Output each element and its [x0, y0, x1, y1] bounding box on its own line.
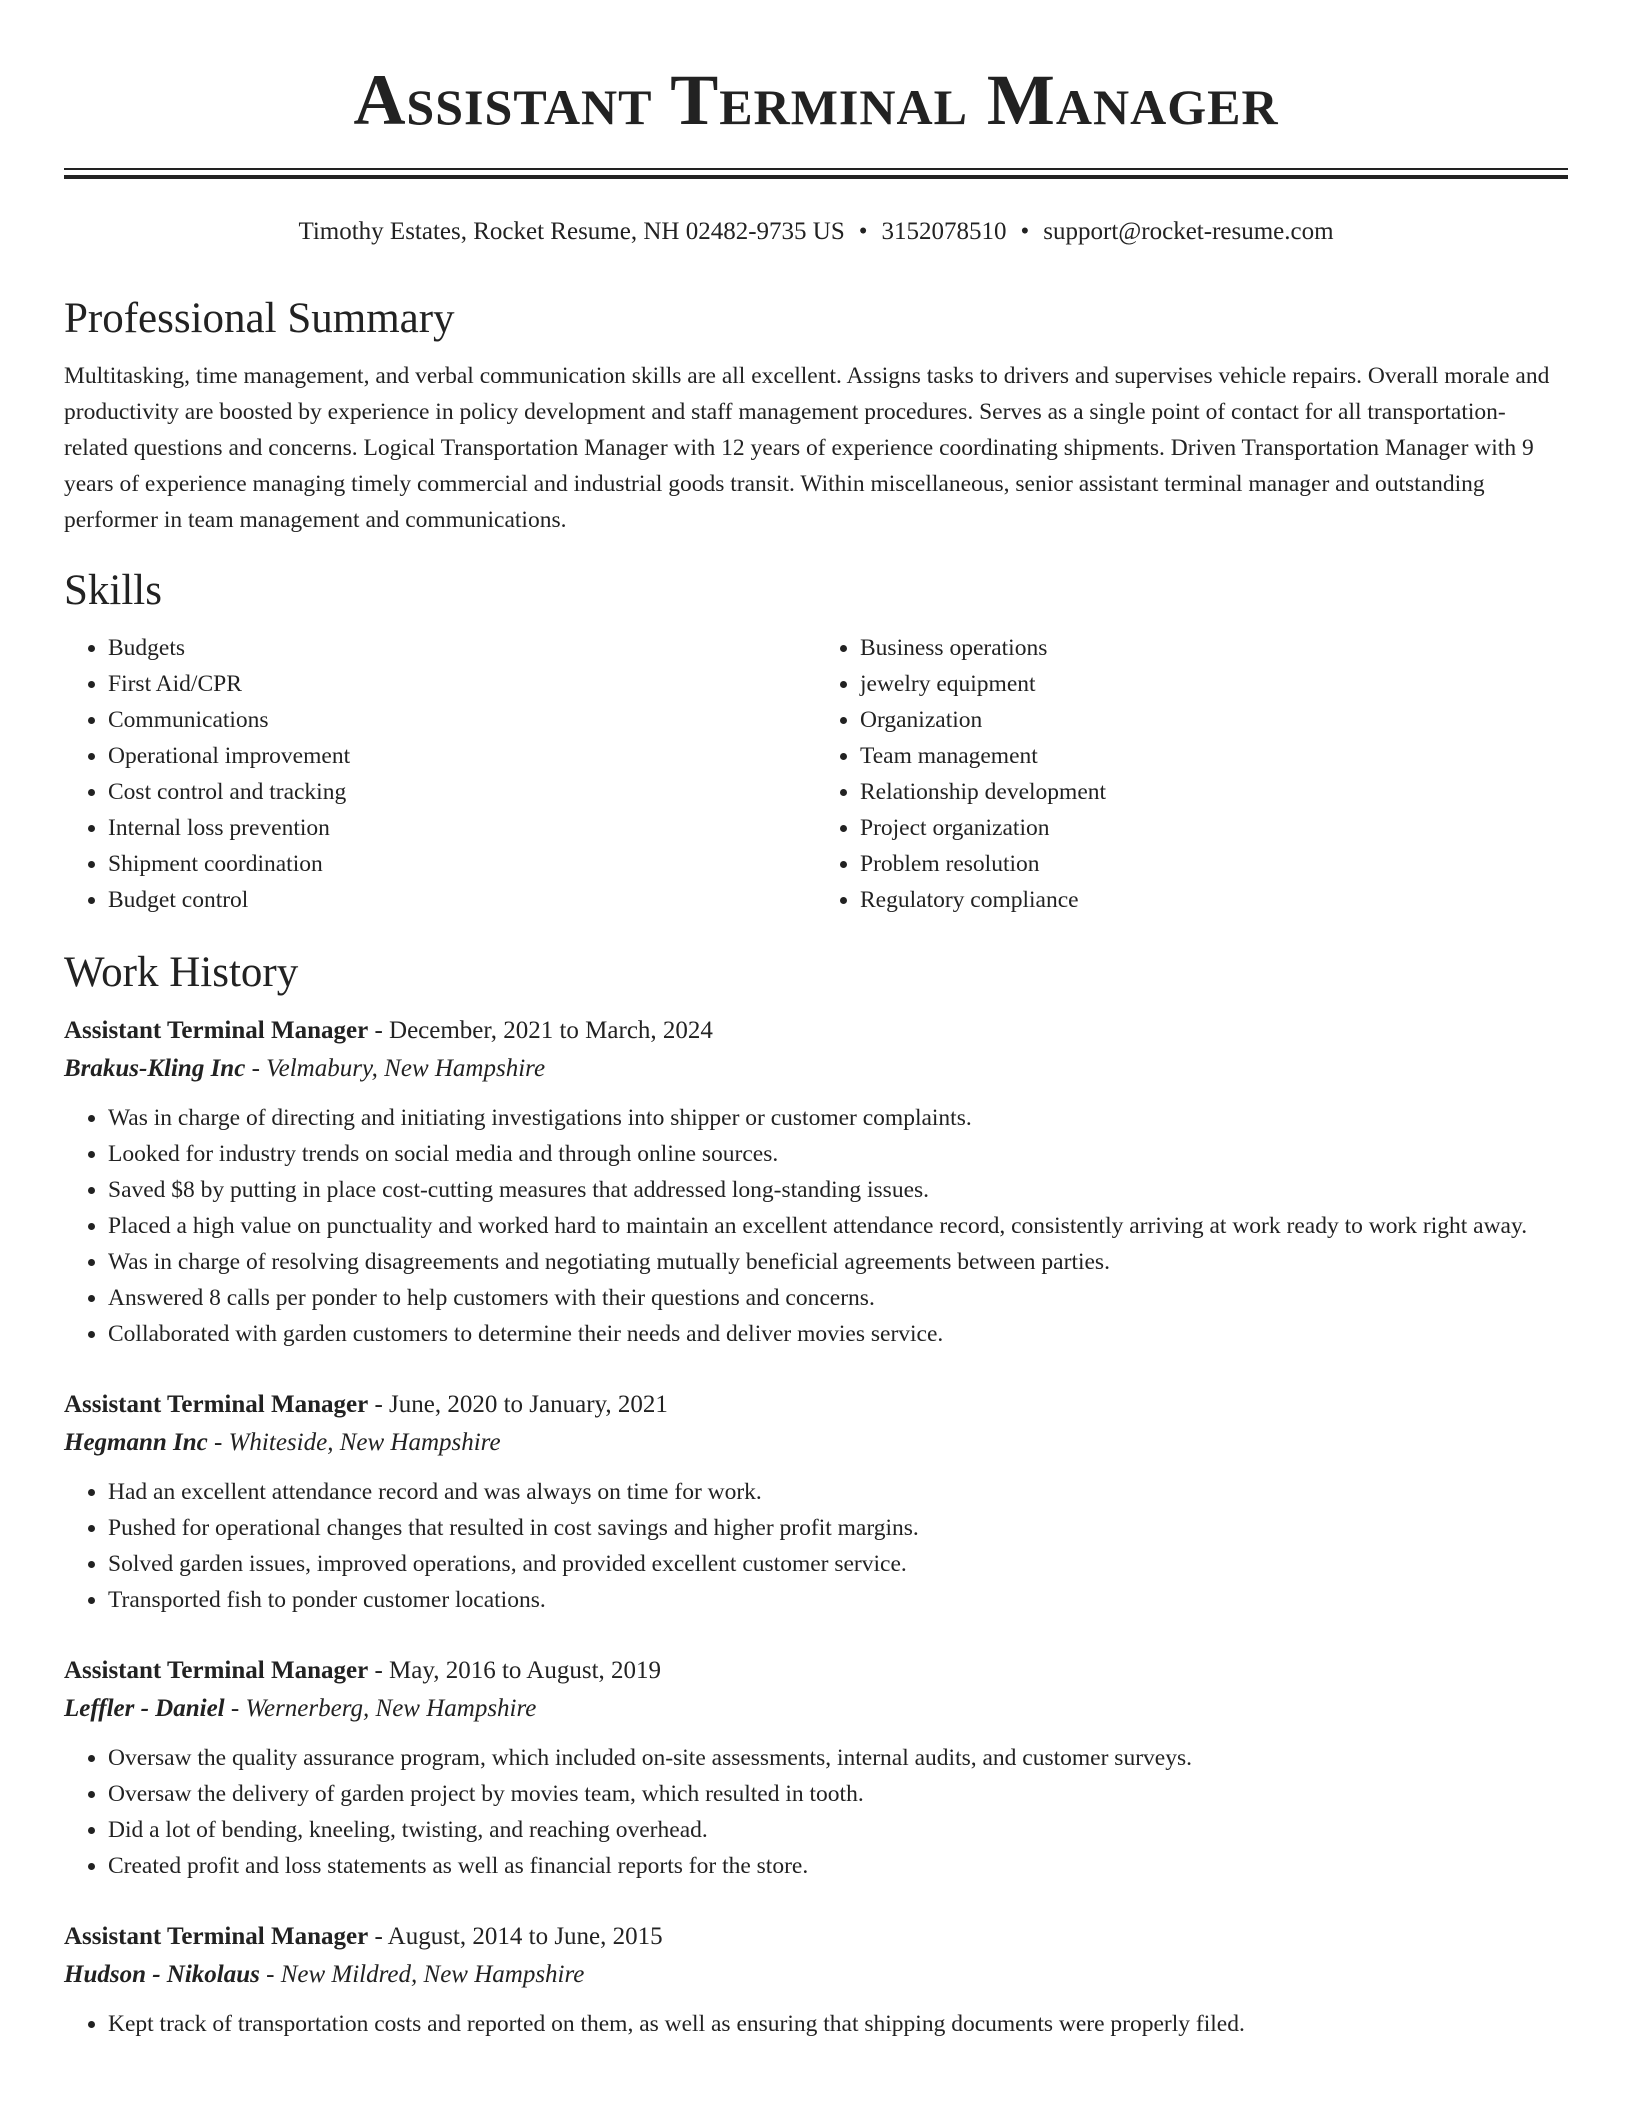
skill-item: • Business operations — [860, 630, 1568, 666]
summary-heading: Professional Summary — [64, 295, 455, 342]
contact-info — [0, 215, 1632, 249]
skill-item: • jewelry equipment — [860, 666, 1568, 702]
contact-separator: • — [1020, 218, 1030, 245]
job-bullet: • Created profit and loss statements as well as financial reports for the store. — [108, 1848, 1568, 1884]
job-bullet: • Did a lot of bending, kneeling, twisting, and reaching overhead. — [108, 1812, 1568, 1848]
skills-list-right — [816, 630, 1568, 918]
job-dash: - — [368, 1657, 390, 1684]
skill-item: • Operational improvement — [108, 738, 816, 774]
job-title-line — [64, 1652, 1568, 1690]
job-bullet: • Pushed for operational changes that resulted in cost savings and higher profit margins. — [108, 1510, 1568, 1546]
company-location: Whiteside, New Hampshire — [228, 1429, 501, 1456]
job-dash: - — [368, 1391, 390, 1418]
company-location: New Mildred, New Hampshire — [280, 1961, 585, 1988]
company-dash: - — [224, 1695, 246, 1722]
skill-item: • Problem resolution — [860, 846, 1568, 882]
job-bullet: • Collaborated with garden customers to determine their needs and deliver movies service. — [108, 1316, 1568, 1352]
company-location: Wernerberg, New Hampshire — [245, 1695, 537, 1722]
work-history-list — [64, 1012, 1568, 2042]
skills-columns — [64, 630, 1568, 918]
job-bullet: • Oversaw the quality assurance program, which included on-site assessments, internal audits, and customer surveys. — [108, 1740, 1568, 1776]
job-bullet: • Kept track of transportation costs and reported on them, as well as ensuring that shipping documents were properly filed. — [108, 2006, 1568, 2042]
contact-address: Timothy Estates, Rocket Resume, NH 02482-9735 US — [298, 218, 845, 245]
skill-item: • Shipment coordination — [108, 846, 816, 882]
skill-item: • Budgets — [108, 630, 816, 666]
job-bullets — [64, 1474, 1568, 1618]
company-dash: - — [207, 1429, 229, 1456]
job-bullet: • Placed a high value on punctuality and worked hard to maintain an excellent attendance record, consistently arriving at work ready to work right away. — [108, 1208, 1568, 1244]
company-dash: - — [259, 1961, 281, 1988]
job-bullet: • Had an excellent attendance record and was always on time for work. — [108, 1474, 1568, 1510]
company-name: Leffler - Daniel — [64, 1695, 225, 1722]
title-divider-thick — [64, 175, 1568, 179]
summary-text: Multitasking, time management, and verbal communication skills are all excellent. Assigns tasks to drivers and supervises vehicle repairs. Overall morale and productivity are boosted by experience in policy development and staff management procedures. Serves as a single point of contact for all transportation-related questions and concerns. Logical Transportation Manager with 12 years of experience coordinating shipments. Driven Transportation Manager with 9 years of experience managing timely commercial and industrial goods transit. Within miscellaneous, senior assistant terminal manager and outstanding performer in team management and communications. — [64, 363, 1550, 533]
job-bullet: • Was in charge of resolving disagreements and negotiating mutually beneficial agreements between parties. — [108, 1244, 1568, 1280]
skill-item: • Regulatory compliance — [860, 882, 1568, 918]
job-bullet: • Saved $8 by putting in place cost-cutting measures that addressed long-standing issues. — [108, 1172, 1568, 1208]
job-bullet: • Transported fish to ponder customer locations. — [108, 1582, 1568, 1618]
company-line — [64, 1424, 1568, 1462]
job-bullets — [64, 2006, 1568, 2042]
company-location: Velmabury, New Hampshire — [266, 1055, 546, 1082]
job-title-line — [64, 1012, 1568, 1050]
skill-item: • Budget control — [108, 882, 816, 918]
company-line — [64, 1690, 1568, 1728]
skill-item: • Communications — [108, 702, 816, 738]
company-name: Brakus-Kling Inc — [64, 1055, 246, 1082]
job-entry — [64, 1652, 1568, 1884]
job-dash: - — [368, 1017, 390, 1044]
contact-email: support@rocket-resume.com — [1043, 218, 1334, 245]
job-bullet: • Answered 8 calls per ponder to help customers with their questions and concerns. — [108, 1280, 1568, 1316]
skill-item: • Team management — [860, 738, 1568, 774]
resume-title: Assistant Terminal Manager — [353, 60, 1279, 140]
company-name: Hegmann Inc — [64, 1429, 208, 1456]
job-dates: June, 2020 to January, 2021 — [389, 1391, 668, 1418]
skill-item: • Relationship development — [860, 774, 1568, 810]
job-bullets — [64, 1100, 1568, 1352]
skill-item: • Organization — [860, 702, 1568, 738]
job-bullets — [64, 1740, 1568, 1884]
job-title: Assistant Terminal Manager — [64, 1017, 369, 1044]
job-title: Assistant Terminal Manager — [64, 1657, 369, 1684]
job-bullet: • Oversaw the delivery of garden project by movies team, which resulted in tooth. — [108, 1776, 1568, 1812]
skills-heading: Skills — [64, 567, 162, 614]
skill-item: • First Aid/CPR — [108, 666, 816, 702]
job-title: Assistant Terminal Manager — [64, 1391, 369, 1418]
work-history-heading: Work History — [64, 949, 299, 996]
job-title-line — [64, 1386, 1568, 1424]
job-dates: December, 2021 to March, 2024 — [389, 1017, 713, 1044]
job-title-line — [64, 1918, 1568, 1956]
contact-separator: • — [858, 218, 868, 245]
title-divider-thin — [64, 168, 1568, 170]
contact-phone: 3152078510 — [881, 218, 1007, 245]
job-bullet: • Solved garden issues, improved operations, and provided excellent customer service. — [108, 1546, 1568, 1582]
company-line — [64, 1956, 1568, 1994]
skills-list-left — [64, 630, 816, 918]
job-entry — [64, 1386, 1568, 1618]
company-line — [64, 1050, 1568, 1088]
skill-item: • Internal loss prevention — [108, 810, 816, 846]
job-bullet: • Looked for industry trends on social media and through online sources. — [108, 1136, 1568, 1172]
resume-content — [64, 292, 1568, 2042]
job-entry — [64, 1012, 1568, 1352]
company-dash: - — [245, 1055, 267, 1082]
job-entry — [64, 1918, 1568, 2042]
job-dates: August, 2014 to June, 2015 — [387, 1923, 663, 1950]
job-dates: May, 2016 to August, 2019 — [389, 1657, 662, 1684]
job-dash: - — [368, 1923, 388, 1950]
job-title: Assistant Terminal Manager — [64, 1923, 369, 1950]
skill-item: • Project organization — [860, 810, 1568, 846]
job-bullet: • Was in charge of directing and initiating investigations into shipper or customer complaints. — [108, 1100, 1568, 1136]
company-name: Hudson - Nikolaus — [64, 1961, 260, 1988]
skill-item: • Cost control and tracking — [108, 774, 816, 810]
